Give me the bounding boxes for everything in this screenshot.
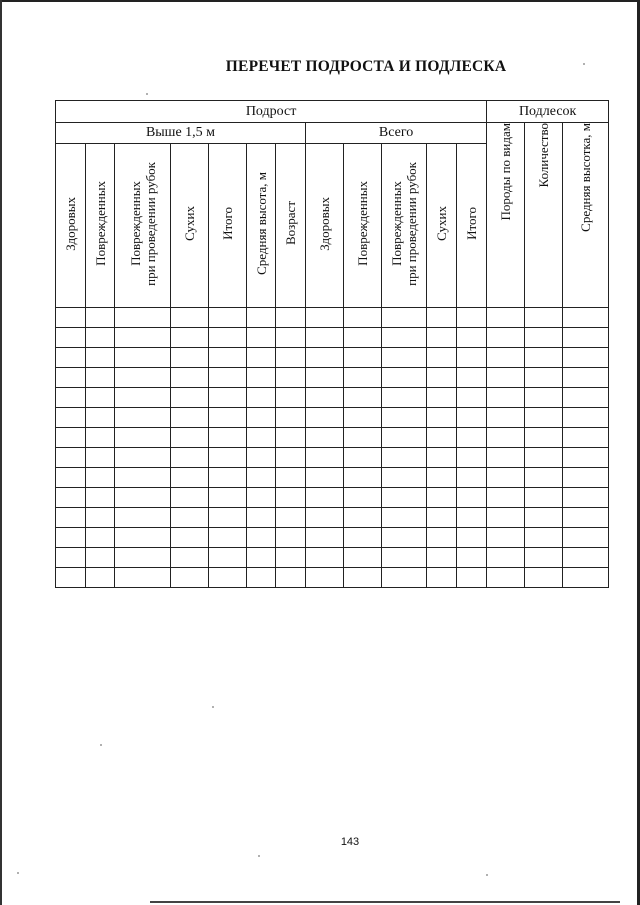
- table-cell: [457, 428, 487, 448]
- table-cell: [276, 568, 306, 588]
- table-cell: [525, 308, 563, 328]
- column-header: [276, 144, 306, 308]
- table-cell: [115, 328, 171, 348]
- table-cell: [427, 408, 457, 428]
- table-cell: [171, 468, 209, 488]
- table-cell: [427, 508, 457, 528]
- header-row-subgroups: [56, 123, 609, 144]
- table-cell: [306, 308, 344, 328]
- table-cell: [427, 308, 457, 328]
- table-cell: [344, 488, 382, 508]
- table-cell: [382, 548, 427, 568]
- table-cell: [115, 408, 171, 428]
- table-cell: [427, 448, 457, 468]
- column-header-quantity: [525, 123, 563, 308]
- column-label: Поврежденных: [355, 181, 370, 266]
- table-cell: [382, 408, 427, 428]
- table-cell: [56, 528, 86, 548]
- table-cell: [457, 548, 487, 568]
- table-cell: [171, 488, 209, 508]
- table-cell: [247, 428, 276, 448]
- table-cell: [457, 468, 487, 488]
- table-cell: [209, 548, 247, 568]
- table-cell: [382, 368, 427, 388]
- table-cell: [563, 568, 609, 588]
- table-cell: [115, 308, 171, 328]
- table-cell: [247, 368, 276, 388]
- table-cell: [56, 488, 86, 508]
- table-cell: [247, 448, 276, 468]
- table-cell: [209, 368, 247, 388]
- table-cell: [306, 508, 344, 528]
- table-cell: [171, 528, 209, 548]
- column-label: Средняя высота, м: [253, 172, 269, 275]
- table-cell: [563, 328, 609, 348]
- table-cell: [563, 508, 609, 528]
- table-cell: [86, 448, 115, 468]
- table-row: [56, 428, 609, 448]
- table-cell: [525, 328, 563, 348]
- table-cell: [525, 548, 563, 568]
- table-cell: [276, 328, 306, 348]
- table-row: [56, 388, 609, 408]
- table-cell: [457, 568, 487, 588]
- table-cell: [382, 328, 427, 348]
- table-cell: [56, 348, 86, 368]
- table-cell: [56, 328, 86, 348]
- table-cell: [115, 348, 171, 368]
- column-label: Поврежденных: [92, 181, 108, 266]
- table-cell: [427, 368, 457, 388]
- table-cell: [209, 448, 247, 468]
- table-cell: [86, 388, 115, 408]
- table-cell: [86, 468, 115, 488]
- table-cell: [427, 348, 457, 368]
- table-cell: [487, 528, 525, 548]
- table-cell: [171, 408, 209, 428]
- table-cell: [86, 528, 115, 548]
- page-edge-top: [0, 0, 640, 2]
- table-cell: [247, 468, 276, 488]
- table-cell: [457, 348, 487, 368]
- table-cell: [525, 568, 563, 588]
- table-cell: [171, 548, 209, 568]
- page-edge-bottom: [150, 901, 620, 903]
- table-cell: [306, 448, 344, 468]
- table-cell: [276, 508, 306, 528]
- table-cell: [344, 548, 382, 568]
- column-header: [56, 144, 86, 308]
- table-cell: [171, 368, 209, 388]
- table-cell: [276, 528, 306, 548]
- scan-speck: [486, 874, 488, 876]
- table-cell: [344, 568, 382, 588]
- table-cell: [247, 528, 276, 548]
- tally-table: [55, 100, 609, 588]
- table-cell: [427, 548, 457, 568]
- table-cell: [115, 448, 171, 468]
- group-header-podrost: Подрост: [56, 101, 487, 123]
- table-cell: [306, 468, 344, 488]
- column-label: Средняя высотка, м: [578, 123, 594, 232]
- table-cell: [86, 508, 115, 528]
- table-cell: [209, 408, 247, 428]
- table-cell: [487, 368, 525, 388]
- table-cell: [457, 388, 487, 408]
- table-cell: [86, 348, 115, 368]
- table-cell: [306, 528, 344, 548]
- table-cell: [525, 348, 563, 368]
- table-cell: [563, 348, 609, 368]
- table-cell: [563, 408, 609, 428]
- column-header: [382, 144, 427, 308]
- table-cell: [525, 408, 563, 428]
- scan-speck: [146, 93, 148, 95]
- column-header: [247, 144, 276, 308]
- table-cell: [525, 468, 563, 488]
- table-cell: [171, 568, 209, 588]
- table-cell: [276, 368, 306, 388]
- table-cell: [306, 328, 344, 348]
- table-cell: [344, 408, 382, 428]
- table-cell: [247, 508, 276, 528]
- table-cell: [171, 308, 209, 328]
- table-cell: [115, 388, 171, 408]
- column-header: [171, 144, 209, 308]
- table-cell: [427, 568, 457, 588]
- table-cell: [563, 388, 609, 408]
- column-label: Поврежденных при проведении рубок: [389, 161, 419, 286]
- table-cell: [344, 368, 382, 388]
- table-cell: [276, 348, 306, 368]
- table-cell: [247, 328, 276, 348]
- table-cell: [563, 368, 609, 388]
- table-cell: [56, 428, 86, 448]
- table-cell: [276, 428, 306, 448]
- column-label: Итого: [220, 207, 235, 240]
- table-row: [56, 308, 609, 328]
- table-cell: [247, 408, 276, 428]
- table-cell: [306, 348, 344, 368]
- table-cell: [86, 568, 115, 588]
- table-cell: [209, 528, 247, 548]
- table-cell: [344, 348, 382, 368]
- scan-speck: [100, 744, 102, 746]
- column-header: [209, 144, 247, 308]
- table-cell: [209, 488, 247, 508]
- column-label: Возраст: [283, 201, 298, 246]
- table-cell: [209, 428, 247, 448]
- table-cell: [115, 528, 171, 548]
- table-cell: [115, 488, 171, 508]
- table-cell: [276, 308, 306, 328]
- table-cell: [344, 468, 382, 488]
- table-cell: [427, 428, 457, 448]
- table-cell: [344, 508, 382, 528]
- page-number: 143: [340, 836, 360, 848]
- table-cell: [171, 428, 209, 448]
- column-header: [306, 144, 344, 308]
- table-cell: [209, 328, 247, 348]
- table-cell: [563, 528, 609, 548]
- table-cell: [56, 468, 86, 488]
- column-header: [344, 144, 382, 308]
- table-cell: [344, 448, 382, 468]
- table-cell: [171, 508, 209, 528]
- table-cell: [171, 448, 209, 468]
- header-row-groups: [56, 101, 609, 123]
- table-cell: [86, 308, 115, 328]
- table-cell: [487, 448, 525, 468]
- table-cell: [382, 528, 427, 548]
- table-cell: [487, 428, 525, 448]
- column-label: Здоровых: [63, 196, 78, 251]
- table-cell: [306, 428, 344, 448]
- table-cell: [276, 548, 306, 568]
- table-cell: [382, 388, 427, 408]
- table-cell: [563, 308, 609, 328]
- column-label: Количество: [536, 123, 552, 188]
- table-cell: [86, 488, 115, 508]
- table-cell: [276, 388, 306, 408]
- table-cell: [344, 328, 382, 348]
- table-cell: [563, 448, 609, 468]
- table-cell: [344, 528, 382, 548]
- table-cell: [525, 508, 563, 528]
- table-cell: [247, 488, 276, 508]
- table-cell: [115, 548, 171, 568]
- table-cell: [115, 428, 171, 448]
- page-title: ПЕРЕЧЕТ ПОДРОСТА И ПОДЛЕСКА: [225, 58, 507, 75]
- table-cell: [457, 488, 487, 508]
- table-cell: [56, 508, 86, 528]
- table-cell: [487, 408, 525, 428]
- table-cell: [525, 488, 563, 508]
- table-cell: [382, 468, 427, 488]
- table-cell: [382, 348, 427, 368]
- table-cell: [56, 448, 86, 468]
- table-row: [56, 488, 609, 508]
- table-cell: [276, 468, 306, 488]
- table-cell: [306, 368, 344, 388]
- group-header-podlesok: Подлесок: [487, 101, 609, 123]
- table-cell: [427, 488, 457, 508]
- subgroup-header-total: Всего: [306, 123, 487, 144]
- table-cell: [247, 548, 276, 568]
- table-cell: [115, 508, 171, 528]
- subgroup-header-above: Выше 1,5 м: [56, 123, 306, 144]
- table-cell: [487, 308, 525, 328]
- table-row: [56, 468, 609, 488]
- table-cell: [487, 388, 525, 408]
- table-row: [56, 568, 609, 588]
- table-cell: [115, 368, 171, 388]
- table-cell: [209, 388, 247, 408]
- scan-speck: [212, 706, 214, 708]
- table-cell: [427, 468, 457, 488]
- table-cell: [247, 308, 276, 328]
- table-cell: [344, 388, 382, 408]
- table-cell: [276, 488, 306, 508]
- table-cell: [171, 348, 209, 368]
- table-cell: [209, 468, 247, 488]
- table-cell: [56, 368, 86, 388]
- table-cell: [457, 328, 487, 348]
- table-row: [56, 548, 609, 568]
- table-cell: [86, 368, 115, 388]
- table-cell: [56, 568, 86, 588]
- table-cell: [86, 328, 115, 348]
- table-cell: [525, 428, 563, 448]
- table-cell: [457, 508, 487, 528]
- table-cell: [427, 528, 457, 548]
- table-row: [56, 368, 609, 388]
- table-row: [56, 448, 609, 468]
- table-cell: [457, 528, 487, 548]
- table-cell: [209, 568, 247, 588]
- table-cell: [487, 568, 525, 588]
- column-label: Здоровых: [317, 196, 332, 251]
- table-cell: [382, 308, 427, 328]
- column-header: [457, 144, 487, 308]
- table-cell: [525, 448, 563, 468]
- table-cell: [306, 548, 344, 568]
- column-header: [427, 144, 457, 308]
- table-cell: [382, 508, 427, 528]
- table-cell: [487, 508, 525, 528]
- table-cell: [487, 328, 525, 348]
- table-cell: [457, 368, 487, 388]
- table-cell: [306, 488, 344, 508]
- table-row: [56, 408, 609, 428]
- table-cell: [382, 488, 427, 508]
- table-cell: [563, 548, 609, 568]
- table-cell: [382, 448, 427, 468]
- table-cell: [382, 568, 427, 588]
- scan-speck: [258, 855, 260, 857]
- table-cell: [525, 388, 563, 408]
- table-row: [56, 508, 609, 528]
- table-cell: [86, 408, 115, 428]
- table-cell: [209, 348, 247, 368]
- column-label: Сухих: [182, 206, 197, 241]
- column-label: Породы по видам: [498, 123, 514, 221]
- table-cell: [247, 348, 276, 368]
- table-cell: [487, 548, 525, 568]
- column-label: Поврежденных при проведении рубок: [127, 161, 158, 286]
- table-cell: [115, 468, 171, 488]
- scan-speck: [583, 63, 585, 65]
- table-cell: [563, 428, 609, 448]
- table-cell: [525, 368, 563, 388]
- table-row: [56, 328, 609, 348]
- table-cell: [209, 308, 247, 328]
- table-cell: [56, 408, 86, 428]
- table-cell: [86, 428, 115, 448]
- table-cell: [563, 488, 609, 508]
- table-cell: [457, 308, 487, 328]
- column-header: [115, 144, 171, 308]
- table-cell: [427, 388, 457, 408]
- table-cell: [344, 428, 382, 448]
- table-row: [56, 528, 609, 548]
- table-cell: [525, 528, 563, 548]
- table-cell: [171, 388, 209, 408]
- table-cell: [306, 388, 344, 408]
- table-cell: [209, 508, 247, 528]
- column-header-mean-height: [563, 123, 609, 308]
- table-cell: [487, 488, 525, 508]
- table-cell: [487, 348, 525, 368]
- table-cell: [487, 468, 525, 488]
- table-row: [56, 348, 609, 368]
- table-cell: [56, 388, 86, 408]
- column-label: Итого: [464, 207, 480, 240]
- table-cell: [563, 468, 609, 488]
- page-edge-left: [0, 0, 2, 905]
- table-cell: [276, 408, 306, 428]
- table-cell: [56, 308, 86, 328]
- table-cell: [247, 388, 276, 408]
- column-header-species: [487, 123, 525, 308]
- column-header: [86, 144, 115, 308]
- table-cell: [56, 548, 86, 568]
- column-label: Сухих: [434, 206, 449, 241]
- table-cell: [457, 408, 487, 428]
- table-cell: [457, 448, 487, 468]
- table-cell: [247, 568, 276, 588]
- table-cell: [344, 308, 382, 328]
- table-cell: [306, 408, 344, 428]
- scan-speck: [17, 872, 19, 874]
- table-cell: [382, 428, 427, 448]
- table-cell: [86, 548, 115, 568]
- table-cell: [171, 328, 209, 348]
- table-cell: [306, 568, 344, 588]
- table-cell: [276, 448, 306, 468]
- table-cell: [427, 328, 457, 348]
- table-cell: [115, 568, 171, 588]
